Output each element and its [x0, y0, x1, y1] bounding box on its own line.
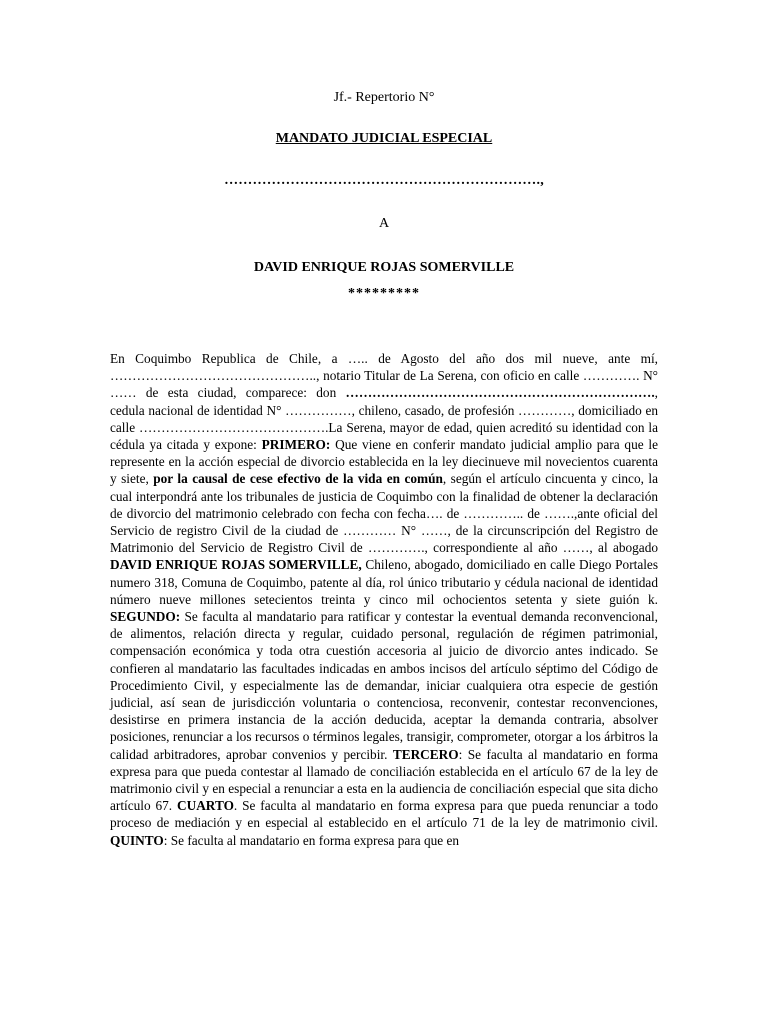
separator-stars: ********* [348, 286, 420, 301]
body-text: : Se faculta al mandatario en forma expresa para que pueda contestar al llamado de conciliación establecida en el artículo 67 de la ley de matrimonio civil y en especial a renunciar a esta en la audiencia de conciliación especial que sita dicho artículo 67. [110, 746, 658, 814]
repertorio-line: Jf.- Repertorio N° [333, 90, 435, 105]
clause-heading-segundo: SEGUNDO: [110, 609, 181, 625]
body-text: Que viene en conferir mandato judicial amplio para que le represente en la acción especial de divorcio establecida en la ley diecinueve mil novecientos cuarenta y siete, [110, 437, 658, 487]
body-text: En Coquimbo Republica de Chile, a ….. de Agosto del año dos mil nueve, ante mí, ……………………………………….., notario Titular de La Serena, con oficio en calle …………. N° …… de esta ciudad, comparece: don [110, 351, 658, 401]
connector-a: A [378, 216, 390, 231]
mandate-body [110, 350, 658, 950]
divorce-cause: por la causal de cese efectivo de la vida en común [153, 471, 443, 487]
body-text: , cedula nacional de identidad N° ……………, chileno, casado, de profesión …………, domiciliado en calle …………………………………….La Serena, mayor de edad, quien acreditó su identidad con la cédula ya citada y expone: [110, 385, 658, 453]
body-text: , según el artículo cincuenta y cinco, la cual interpondrá ante los tribunales de justicia de Coquimbo con la finalidad de obtener la declaración de divorcio del matrimonio celebrado con fecha con fecha…. de ………….. de …….,ante oficial del Servicio de registro Civil de la ciudad de ………… N° ……, de la circunscripción del Registro de Matrimonio del Servicio de Registro Civil de …………., correspondiente al año ……, al abogado [110, 471, 658, 556]
body-text: . Se faculta al mandatario en forma expresa para que pueda renunciar a todo proceso de mediación y en especial al establecido en el artículo 71 de la ley de matrimonio civil. [110, 798, 658, 831]
attorney-name: DAVID ENRIQUE ROJAS SOMERVILLE [253, 260, 515, 275]
body-text: Se faculta al mandatario para ratificar y contestar la eventual demanda reconvencional, de alimentos, relación directa y regular, cuidado personal, regulación de régimen patrimonial, compensación económica y toda otra cuestión accesoria al juicio de divorcio antes indicado. Se confieren al mandatario las facultades indicadas en ambos incisos del artículo séptimo del Código de Procedimiento Civil, y especialmente las de demandar, iniciar cualquiera otra especie de gestión judicial, así sean de jurisdicción voluntaria o contenciosa, reconvenir, contestar reconvenciones, desistirse en primera instancia de la acción deducida, aceptar la demanda contraria, absolver posiciones, renunciar a los recursos o términos legales, transigir, comprometer, otorgar a los árbitros la calidad arbitradores, aprobar convenios y percibir. [110, 609, 658, 762]
clause-heading-tercero: TERCERO [392, 746, 459, 762]
grantor-blank-line: …………………………………………………………., [224, 173, 544, 188]
body-text: Chileno, abogado, domiciliado en calle Diego Portales numero 318, Comuna de Coquimbo, patente al día, rol único tributario y cédula nacional de identidad número nueve millones setecientos treinta y cinco mil ochocientos setenta y siete guión k. [110, 557, 658, 607]
clause-heading-quinto: QUINTO [110, 832, 164, 848]
document-title: MANDATO JUDICIAL ESPECIAL [275, 131, 493, 146]
body-text: : Se faculta al mandatario en forma expresa para que en [163, 832, 460, 848]
clause-heading-cuarto: CUARTO [177, 798, 234, 814]
clause-heading-primero: PRIMERO: [261, 437, 331, 453]
attorney-name-inline: DAVID ENRIQUE ROJAS SOMERVILLE, [110, 557, 362, 573]
grantor-name-blank: ……………………………………………………………. [345, 385, 655, 401]
